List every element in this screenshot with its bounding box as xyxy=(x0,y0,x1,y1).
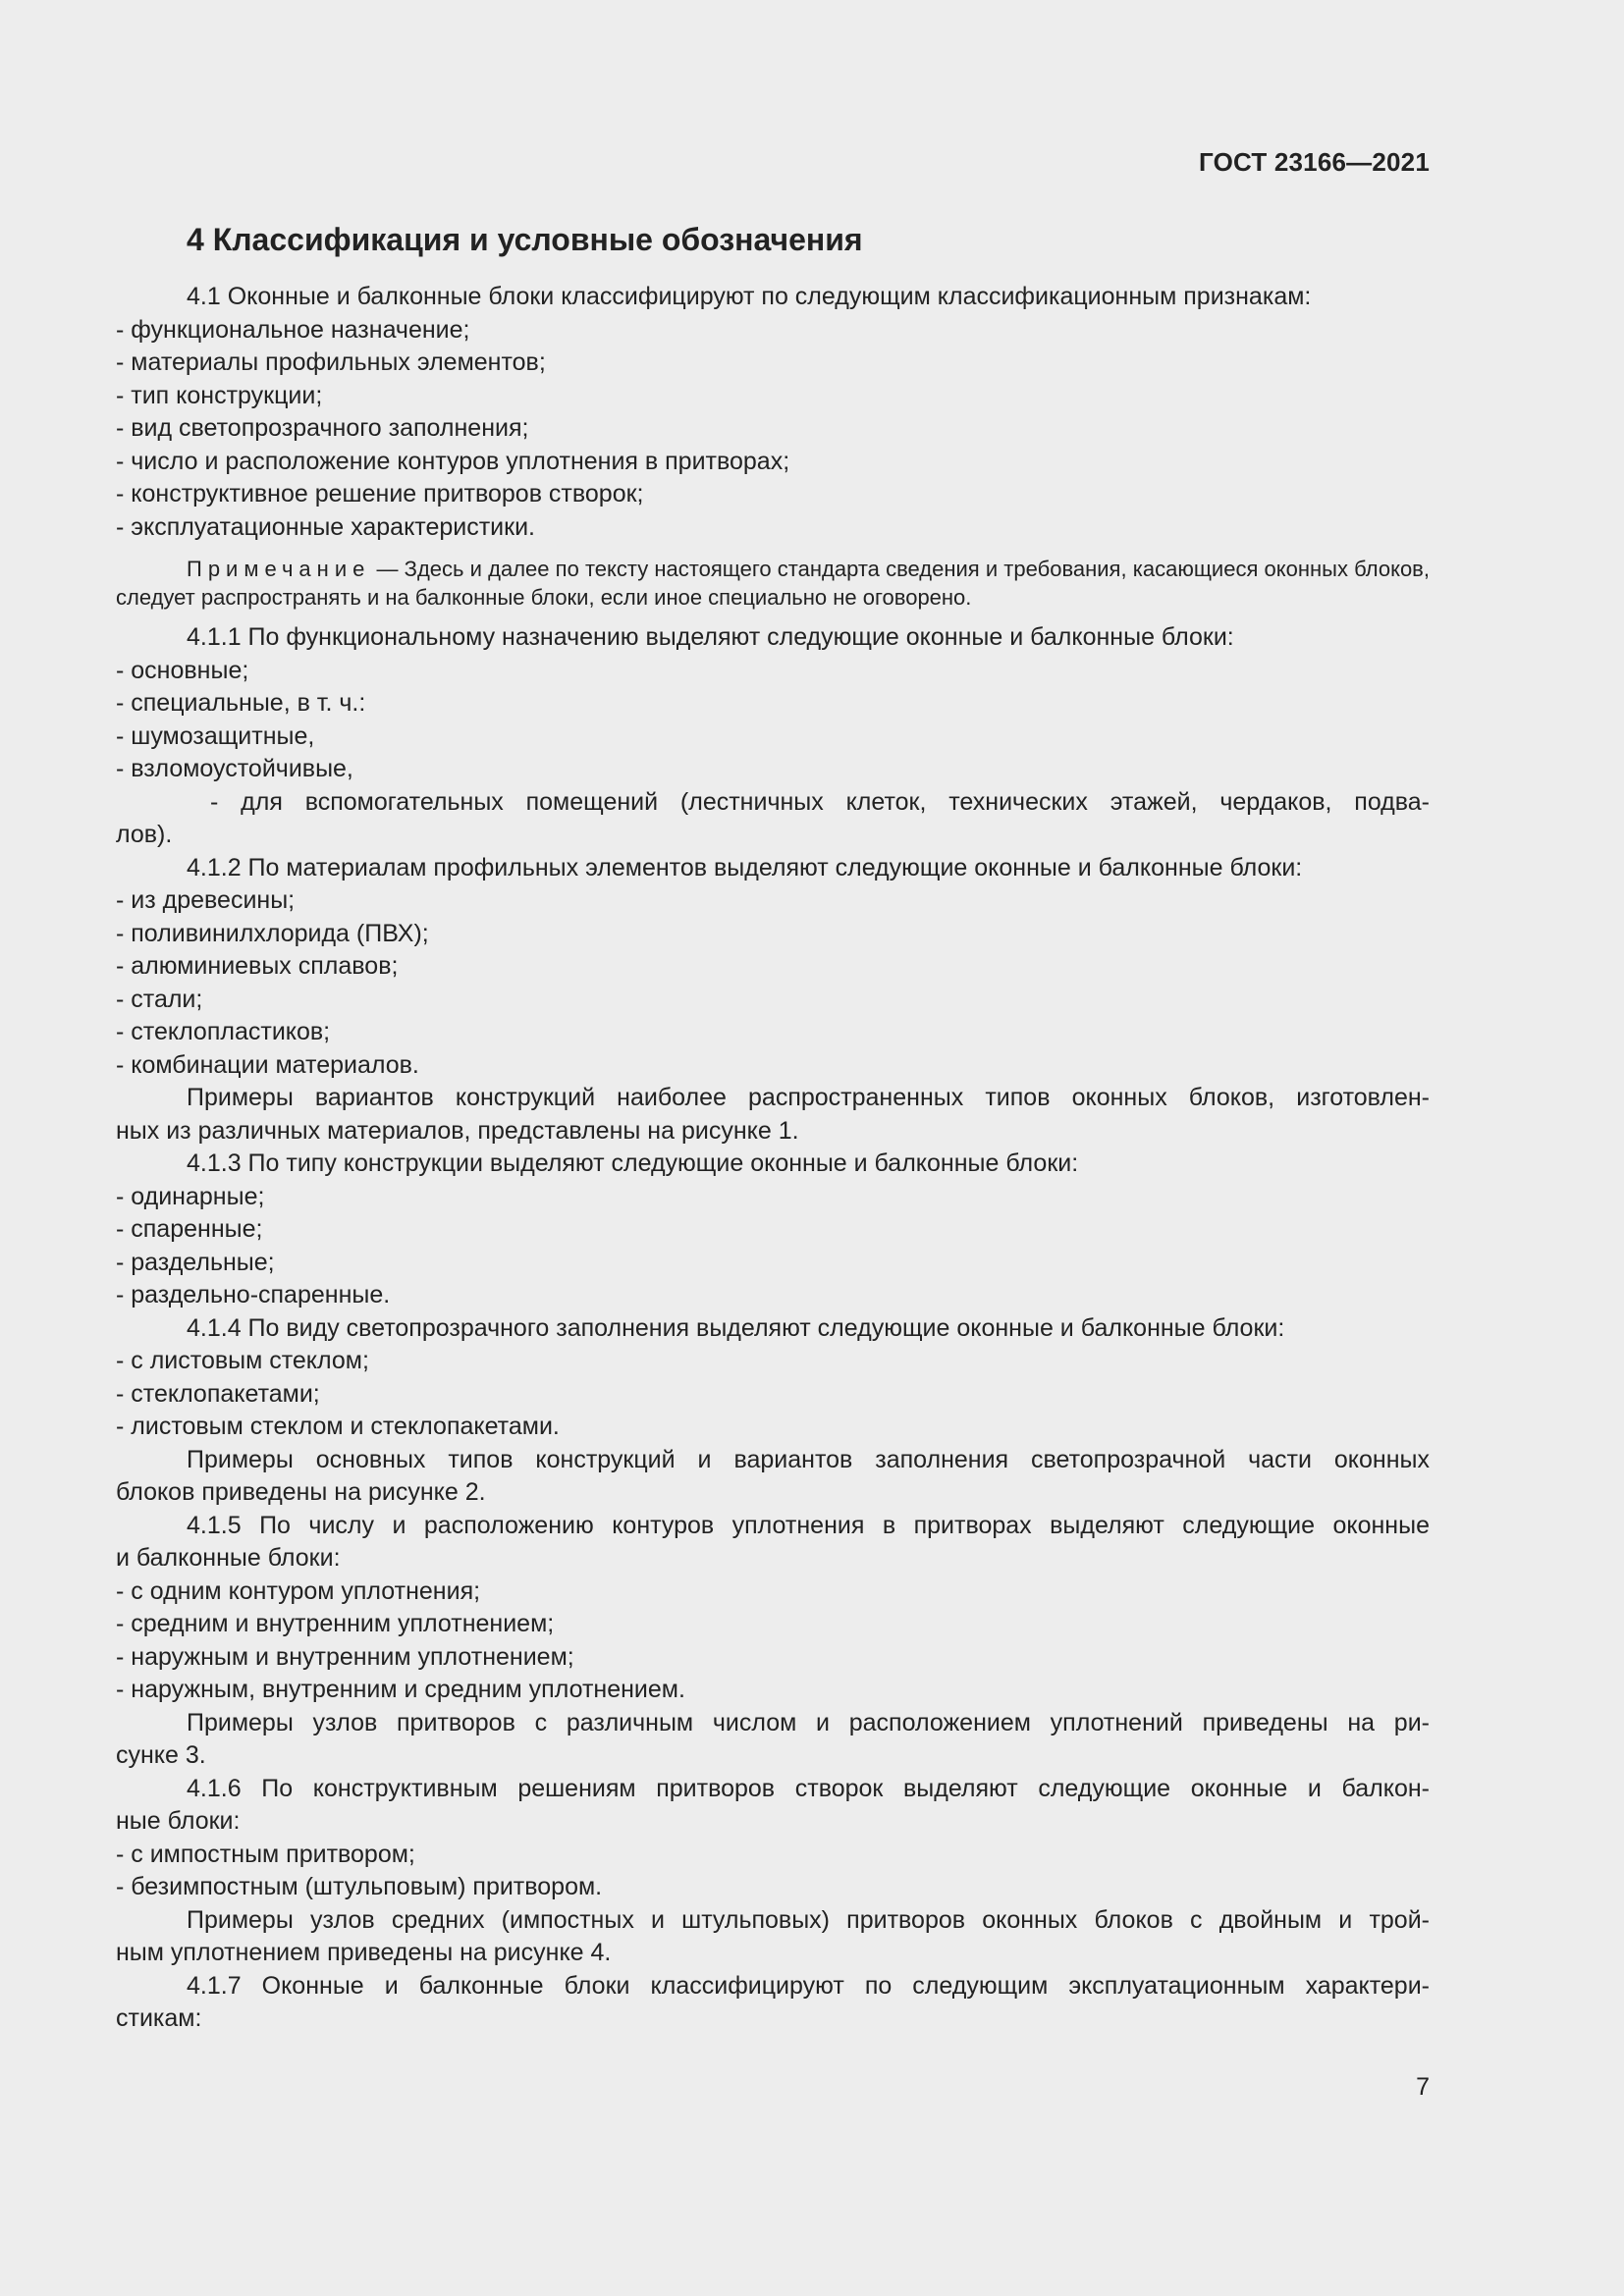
list-item: - шумозащитные, xyxy=(116,721,315,750)
clause-4-1-list xyxy=(116,314,1430,545)
clause-4-1-5-intro-line2: и балконные блоки: xyxy=(116,1544,341,1572)
list-item: - функциональное назначение; xyxy=(116,315,470,344)
clause-4-1-2-intro: 4.1.2 По материалам профильных элементов выделяют следующие оконные и балконные блоки: xyxy=(187,853,1303,881)
clause-4-1-1-sub-last-line1: - для вспомогательных помещений (лестничных клеток, технических этажей, чердаков, подва- xyxy=(210,787,1430,816)
list-item: - средним и внутренним уплотнением; xyxy=(116,1610,555,1637)
note-text: — Здесь и далее по тексту настоящего стандарта сведения и требования, касающиеся оконных блоков, следует распространять и на балконные блоки, если иное специально не оговорено. xyxy=(116,557,1430,610)
list-item: - одинарные; xyxy=(116,1182,265,1210)
list-item: - эксплуатационные характеристики. xyxy=(116,512,535,541)
list-item: - взломоустойчивые, xyxy=(116,755,353,782)
list-item: - стеклопакетами; xyxy=(116,1379,320,1408)
clause-4-1-4-list xyxy=(116,1345,1430,1444)
list-item: - комбинации материалов. xyxy=(116,1050,419,1079)
page-number: 7 xyxy=(1416,2073,1430,2101)
clause-4-1-6-after-line2: ным уплотнением приведены на рисунке 4. xyxy=(116,1939,612,1966)
list-item: - специальные, в т. ч.: xyxy=(116,689,366,717)
clause-4-1-5-after-line1: Примеры узлов притворов с различным числом и расположением уплотнений приведены на ри- xyxy=(187,1708,1430,1736)
list-item: - конструктивное решение притворов створок; xyxy=(116,480,644,507)
clause-4-1-4-intro: 4.1.4 По виду светопрозрачного заполнения выделяют следующие оконные и балконные блоки: xyxy=(187,1313,1285,1342)
list-item: - тип конструкции; xyxy=(116,381,323,409)
list-item: - из древесины; xyxy=(116,886,296,914)
list-item: - вид светопрозрачного заполнения; xyxy=(116,414,529,442)
list-item: - поливинилхлорида (ПВХ); xyxy=(116,919,429,947)
clause-4-1-6-intro-line1: 4.1.6 По конструктивным решениям притворов створок выделяют следующие оконные и балкон- xyxy=(187,1774,1430,1802)
list-item: - наружным, внутренним и средним уплотнением. xyxy=(116,1676,685,1703)
note-label: Примечание xyxy=(187,557,371,581)
clause-4-1-4-after-line2: блоков приведены на рисунке 2. xyxy=(116,1478,486,1506)
page-content xyxy=(116,220,1430,2036)
list-item: - материалы профильных элементов; xyxy=(116,348,546,376)
clause-4-1-1-list xyxy=(116,655,1430,721)
list-item: - стали; xyxy=(116,985,203,1013)
clause-4-1-3-intro: 4.1.3 По типу конструкции выделяют следующие оконные и балконные блоки: xyxy=(187,1149,1079,1177)
clause-4-1-1-sub-last-line2: лов). xyxy=(116,821,173,848)
clause-4-1-6-after-line1: Примеры узлов средних (импостных и штульповых) притворов оконных блоков с двойным и трой- xyxy=(187,1905,1430,1934)
clause-4-1-3-list xyxy=(116,1181,1430,1312)
list-item: - раздельно-спаренные. xyxy=(116,1281,391,1308)
list-item: - стеклопластиков; xyxy=(116,1018,331,1045)
list-item: - раздельные; xyxy=(116,1248,275,1276)
clause-4-1-1-sublist xyxy=(116,721,1430,786)
note xyxy=(116,555,1430,612)
list-item: - с листовым стеклом; xyxy=(116,1347,369,1374)
list-item: - основные; xyxy=(116,656,249,684)
list-item: - листовым стеклом и стеклопакетами. xyxy=(116,1413,560,1440)
clause-4-1-1-intro: 4.1.1 По функциональному назначению выделяют следующие оконные и балконные блоки: xyxy=(187,623,1234,651)
list-item: - с одним контуром уплотнения; xyxy=(116,1576,481,1605)
clause-4-1-6-list xyxy=(116,1839,1430,1904)
clause-4-1-6-intro-line2: ные блоки: xyxy=(116,1807,241,1835)
clause-4-1-5-list xyxy=(116,1575,1430,1707)
clause-4-1-4-after-line1: Примеры основных типов конструкций и вариантов заполнения светопрозрачной части оконных xyxy=(187,1445,1430,1473)
list-item: - алюминиевых сплавов; xyxy=(116,952,399,980)
clause-4-1-7-intro-line1: 4.1.7 Оконные и балконные блоки классифицируют по следующим эксплуатационным характери- xyxy=(187,1971,1430,2000)
clause-4-1-2-after-line1: Примеры вариантов конструкций наиболее распространенных типов оконных блоков, изготовлен- xyxy=(187,1084,1430,1111)
clause-4-1-5-after-line2: сунке 3. xyxy=(116,1741,206,1769)
section-title: 4 Классификация и условные обозначения xyxy=(187,222,863,257)
document-id-header: ГОСТ 23166—2021 xyxy=(1199,147,1430,177)
list-item: - спаренные; xyxy=(116,1215,263,1243)
list-item: - наружным и внутренним уплотнением; xyxy=(116,1642,574,1671)
clause-4-1-2-list xyxy=(116,884,1430,1082)
clause-4-1-intro: 4.1 Оконные и балконные блоки классифицируют по следующим классификационным признакам: xyxy=(187,283,1312,310)
list-item: - безимпостным (штульповым) притвором. xyxy=(116,1873,603,1900)
clause-4-1-7-intro-line2: стикам: xyxy=(116,2004,202,2032)
list-item: - с импостным притвором; xyxy=(116,1840,415,1868)
clause-4-1-2-after-line2: ных из различных материалов, представлены на рисунке 1. xyxy=(116,1116,799,1145)
clause-4-1-5-intro-line1: 4.1.5 По числу и расположению контуров уплотнения в притворах выделяют следующие оконные xyxy=(187,1511,1430,1539)
list-item: - число и расположение контуров уплотнения в притворах; xyxy=(116,447,790,475)
